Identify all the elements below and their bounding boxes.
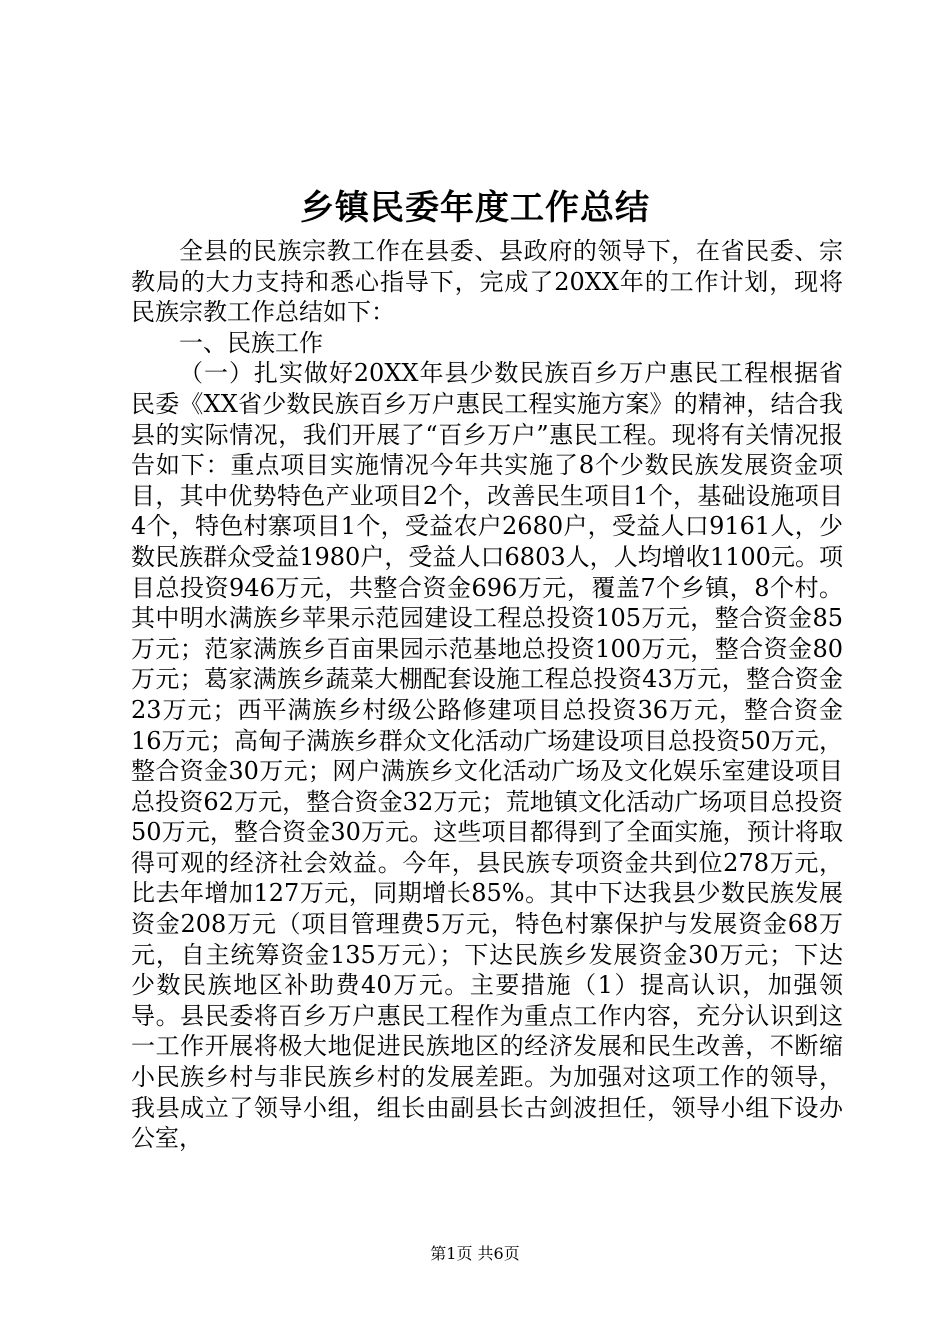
document-body	[131, 236, 843, 1154]
paragraph-project-details: （一）扎实做好20XX年县少数民族百乡万户惠民工程根据省民委《XX省少数民族百乡万户惠民工程实施方案》的精神，结合我县的实际情况，我们开展了“百乡万户”惠民工程。现将有关情况报告如下：重点项目实施情况今年共实施了8个少数民族发展资金项目，其中优势特色产业项目2个，改善民生项目1个，基础设施项目4个，特色村寨项目1个，受益农户2680户，受益人口9161人，少数民族群众受益1980户，受益人口6803人，人均增收1100元。项目总投资946万元，共整合资金696万元，覆盖7个乡镇，8个村。其中明水满族乡苹果示范园建设工程总投资105万元，整合资金85万元；范家满族乡百亩果园示范基地总投资100万元，整合资金80万元；葛家满族乡蔬菜大棚配套设施工程总投资43万元，整合资金23万元；西平满族乡村级公路修建项目总投资36万元，整合资金16万元；高甸子满族乡群众文化活动广场建设项目总投资50万元，整合资金30万元；网户满族乡文化活动广场及文化娱乐室建设项目总投资62万元，整合资金32万元；荒地镇文化活动广场项目总投资50万元，整合资金30万元。这些项目都得到了全面实施，预计将取得可观的经济社会效益。今年，县民族专项资金共到位278万元，比去年增加127万元，同期增长85%。其中下达我县少数民族发展资金208万元（项目管理费5万元，特色村寨保护与发展资金68万元，自主统筹资金135万元）；下达民族乡发展资金30万元；下达少数民族地区补助费40万元。主要措施（1）提高认识，加强领导。县民委将百乡万户惠民工程作为重点工作内容，充分认识到这一工作开展将极大地促进民族地区的经济发展和民生改善，不断缩小民族乡村与非民族乡村的发展差距。为加强对这项工作的领导，我县成立了领导小组，组长由副县长古剑波担任，领导小组下设办公室，	[131, 359, 843, 1153]
page-footer: 第1页 共6页	[430, 1244, 520, 1263]
paragraph-intro: 全县的民族宗教工作在县委、县政府的领导下，在省民委、宗教局的大力支持和悉心指导下，完成了20XX年的工作计划，现将民族宗教工作总结如下：	[131, 237, 843, 327]
paragraph-section-heading: 一、民族工作	[179, 328, 323, 357]
document-title: 乡镇民委年度工作总结	[300, 188, 650, 228]
